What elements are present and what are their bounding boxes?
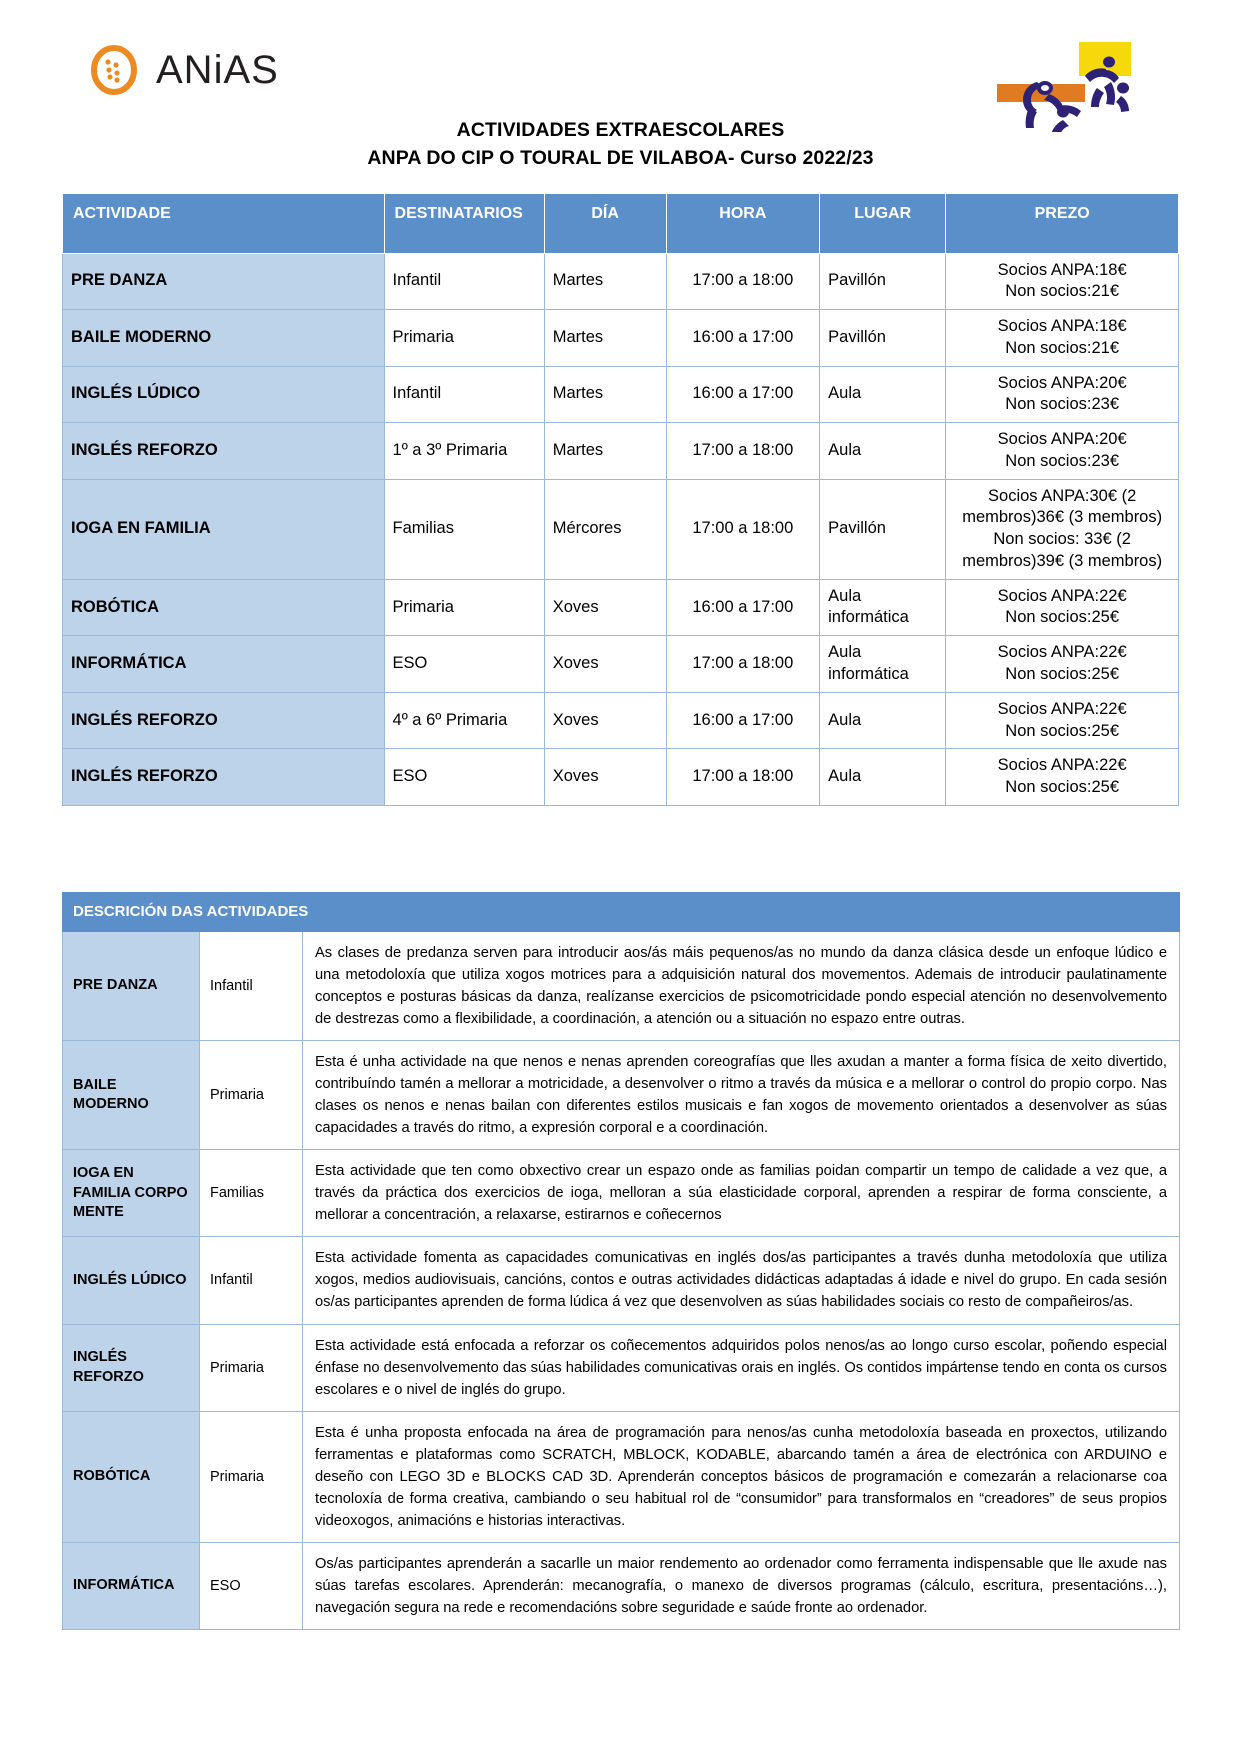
description-row xyxy=(63,1324,1180,1411)
page-title: ACTIVIDADES EXTRAESCOLARES xyxy=(456,119,785,141)
prezo-line: Non socios:25€ xyxy=(1005,665,1120,684)
cell-actividade: BAILE MODERNO xyxy=(63,310,385,367)
anias-mark-icon xyxy=(88,44,140,96)
description-activity-name: IOGA EN FAMILIA CORPO MENTE xyxy=(63,1150,200,1237)
schedule-row xyxy=(63,636,1179,693)
description-activity-name: INFORMÁTICA xyxy=(63,1542,200,1629)
cell-lugar: Aula xyxy=(820,366,946,423)
cell-prezo xyxy=(946,579,1179,636)
cell-destinatarios: 1º a 3º Primaria xyxy=(384,423,544,480)
cell-prezo xyxy=(946,636,1179,693)
prezo-line: Socios ANPA:22€ xyxy=(997,643,1127,662)
cell-lugar: Pavillón xyxy=(820,310,946,367)
cell-dia: Martes xyxy=(544,253,666,310)
cell-hora: 17:00 a 18:00 xyxy=(666,479,820,579)
cell-destinatarios: Infantil xyxy=(384,253,544,310)
schedule-row xyxy=(63,253,1179,310)
cell-lugar: Aula informática xyxy=(820,636,946,693)
document-header xyxy=(0,0,1241,140)
column-header-dia: DÍA xyxy=(544,193,666,253)
cell-destinatarios: Primaria xyxy=(384,579,544,636)
cell-dia: Martes xyxy=(544,423,666,480)
prezo-line: Non socios: 33€ (2 membros)39€ (3 membros) xyxy=(962,530,1163,570)
schedule-table xyxy=(62,193,1179,806)
cell-actividade: ROBÓTICA xyxy=(63,579,385,636)
prezo-line: Socios ANPA:18€ xyxy=(997,317,1127,336)
description-text: Esta actividade está enfocada a reforzar os coñecementos adquiridos polos nenos/as ao longo curso escolar, poñendo especial énfase no desenvolvemento das súas habilidades comunicativas orais en inglés. Os contidos impártense tendo en conta os cursos escolares e o nivel de inglés do grupo. xyxy=(303,1324,1180,1411)
schedule-row xyxy=(63,579,1179,636)
prezo-line: Socios ANPA:30€ (2 membros)36€ (3 membros) xyxy=(962,486,1163,527)
cell-hora: 17:00 a 18:00 xyxy=(666,423,820,480)
cell-dia: Martes xyxy=(544,366,666,423)
description-activity-name: ROBÓTICA xyxy=(63,1411,200,1542)
description-row xyxy=(63,1542,1180,1629)
description-row xyxy=(63,1237,1180,1324)
description-audience: Infantil xyxy=(200,1237,303,1324)
column-header-destinatarios: DESTINATARIOS xyxy=(384,193,544,253)
cell-destinatarios: Familias xyxy=(384,479,544,579)
cell-actividade: INGLÉS LÚDICO xyxy=(63,366,385,423)
cell-destinatarios: Infantil xyxy=(384,366,544,423)
schedule-header-row xyxy=(63,193,1179,253)
cell-lugar: Aula xyxy=(820,692,946,749)
cell-lugar: Aula xyxy=(820,749,946,806)
cell-hora: 17:00 a 18:00 xyxy=(666,749,820,806)
cell-prezo xyxy=(946,749,1179,806)
description-activity-name: BAILE MODERNO xyxy=(63,1041,200,1150)
descriptions-table xyxy=(62,892,1180,1630)
schedule-row xyxy=(63,423,1179,480)
description-audience: ESO xyxy=(200,1542,303,1629)
prezo-line: Non socios:25€ xyxy=(1005,721,1120,740)
descriptions-body xyxy=(63,931,1180,1629)
schedule-body xyxy=(63,253,1179,805)
prezo-line: Non socios:23€ xyxy=(1005,451,1120,470)
description-audience: Familias xyxy=(200,1150,303,1237)
cell-prezo xyxy=(946,692,1179,749)
cell-hora: 16:00 a 17:00 xyxy=(666,310,820,367)
description-text: As clases de predanza serven para introducir aos/ás máis pequenos/as no mundo da danza clásica desde un enfoque lúdico e una metodoloxía que utiliza xogos motrices para a adquisición natural dos movementos. Ademais de introducir paulatinamente conceptos e posturas básicas da danza, realízanse exercicios de psicomotricidade pondo especial atención no desenvolvemento de destrezas como a flexibilidade, a coordinación, a atención ou a situación no espazo entre outras. xyxy=(303,931,1180,1040)
schedule-table-wrapper xyxy=(62,193,1179,806)
anias-logo xyxy=(88,44,279,96)
schedule-row xyxy=(63,749,1179,806)
cell-dia: Xoves xyxy=(544,749,666,806)
cell-dia: Xoves xyxy=(544,579,666,636)
cell-actividade: IOGA EN FAMILIA xyxy=(63,479,385,579)
description-activity-name: PRE DANZA xyxy=(63,931,200,1040)
description-audience: Primaria xyxy=(200,1411,303,1542)
cell-destinatarios: 4º a 6º Primaria xyxy=(384,692,544,749)
description-audience: Primaria xyxy=(200,1041,303,1150)
cell-lugar: Pavillón xyxy=(820,253,946,310)
description-activity-name: INGLÉS REFORZO xyxy=(63,1324,200,1411)
column-header-actividade: ACTIVIDADE xyxy=(63,193,385,253)
prezo-line: Socios ANPA:22€ xyxy=(997,586,1127,605)
schedule-row xyxy=(63,692,1179,749)
prezo-line: Non socios:25€ xyxy=(1005,778,1120,797)
cell-hora: 16:00 a 17:00 xyxy=(666,579,820,636)
descriptions-title: DESCRICIÓN DAS ACTIVIDADES xyxy=(63,892,1180,931)
cell-actividade: INGLÉS REFORZO xyxy=(63,423,385,480)
description-audience: Primaria xyxy=(200,1324,303,1411)
description-audience: Infantil xyxy=(200,931,303,1040)
description-row xyxy=(63,1411,1180,1542)
cell-prezo xyxy=(946,310,1179,367)
schedule-row xyxy=(63,479,1179,579)
description-row xyxy=(63,1041,1180,1150)
schedule-row xyxy=(63,310,1179,367)
description-text: Os/as participantes aprenderán a sacarlle un maior rendemento ao ordenador como ferramenta indispensable que lle axude nas súas tarefas escolares. Aprenderán: mecanografía, o manexo de diversos programas (cálculo, escritura, presentacións…), navegación segura na rede e recomendacións sobre seguridade e saúde fronte ao ordenador. xyxy=(303,1542,1180,1629)
prezo-line: Socios ANPA:18€ xyxy=(997,260,1127,279)
description-activity-name: INGLÉS LÚDICO xyxy=(63,1237,200,1324)
cell-actividade: INGLÉS REFORZO xyxy=(63,692,385,749)
cell-prezo xyxy=(946,366,1179,423)
cell-prezo xyxy=(946,253,1179,310)
dancing-figures-logo xyxy=(993,36,1143,132)
description-text: Esta é unha proposta enfocada na área de programación para nenos/as cunha metodoloxía baseada en proxectos, utilizando ferramentas e plataformas como SCRATCH, MBLOCK, KODABLE, abarcando tamén a área de electrónica con ARDUINO e deseño con LEGO 3D e BLOCKS CAD 3D. Aprenderán conceptos básicos de programación e comezarán a relacionarse coa tecnoloxía de forma creativa, cambiando o seu habitual rol de “consumidor” para transformalos en “creadores” de seus propios videoxogos, animacións e historias interactivas. xyxy=(303,1411,1180,1542)
column-header-lugar: LUGAR xyxy=(820,193,946,253)
prezo-line: Socios ANPA:20€ xyxy=(997,430,1127,449)
cell-hora: 17:00 a 18:00 xyxy=(666,636,820,693)
prezo-line: Non socios:25€ xyxy=(1005,608,1120,627)
cell-prezo xyxy=(946,423,1179,480)
description-text: Esta actividade que ten como obxectivo crear un espazo onde as familias poidan compartir un tempo de calidade a vez que, a través da práctica dos exercicios de ioga, melloran a súa elasticidade corporal, aprenden a respirar de forma consciente, a mellorar a concentración, a relaxarse, estirarnos e coñecernos xyxy=(303,1150,1180,1237)
cell-dia: Xoves xyxy=(544,636,666,693)
cell-dia: Xoves xyxy=(544,692,666,749)
cell-hora: 16:00 a 17:00 xyxy=(666,366,820,423)
cell-actividade: INFORMÁTICA xyxy=(63,636,385,693)
description-text: Esta é unha actividade na que nenos e nenas aprenden coreografías que lles axudan a manter a forma física de xeito divertido, contribuíndo tamén a mellorar a motricidade, a desenvolver o ritmo a través da música e a mellorar o control do propio corpo. Nas clases os nenos e nenas bailan con diferentes estilos musicais e fan xogos de movemento orientados a desenvolver as súas capacidades a través do ritmo, a expresión corporal e a coordinación. xyxy=(303,1041,1180,1150)
cell-hora: 16:00 a 17:00 xyxy=(666,692,820,749)
cell-destinatarios: Primaria xyxy=(384,310,544,367)
schedule-row xyxy=(63,366,1179,423)
prezo-line: Socios ANPA:22€ xyxy=(997,699,1127,718)
prezo-line: Non socios:21€ xyxy=(1005,282,1120,301)
cell-actividade: INGLÉS REFORZO xyxy=(63,749,385,806)
prezo-line: Socios ANPA:22€ xyxy=(997,756,1127,775)
descriptions-header-row xyxy=(63,892,1180,931)
description-row xyxy=(63,1150,1180,1237)
cell-dia: Mércores xyxy=(544,479,666,579)
prezo-line: Socios ANPA:20€ xyxy=(997,373,1127,392)
cell-dia: Martes xyxy=(544,310,666,367)
prezo-line: Non socios:23€ xyxy=(1005,395,1120,414)
cell-destinatarios: ESO xyxy=(384,636,544,693)
cell-lugar: Pavillón xyxy=(820,479,946,579)
column-header-hora: HORA xyxy=(666,193,820,253)
cell-actividade: PRE DANZA xyxy=(63,253,385,310)
anias-wordmark: ANiAS xyxy=(156,48,279,92)
cell-prezo xyxy=(946,479,1179,579)
cell-lugar: Aula xyxy=(820,423,946,480)
cell-hora: 17:00 a 18:00 xyxy=(666,253,820,310)
description-row xyxy=(63,931,1180,1040)
cell-lugar: Aula informática xyxy=(820,579,946,636)
prezo-line: Non socios:21€ xyxy=(1005,338,1120,357)
descriptions-table-wrapper xyxy=(62,892,1179,1630)
page-subtitle: ANPA DO CIP O TOURAL DE VILABOA- Curso 2022/23 xyxy=(367,147,874,170)
column-header-prezo: PREZO xyxy=(946,193,1179,253)
description-text: Esta actividade fomenta as capacidades comunicativas en inglés dos/as participantes a través dunha metodoloxía que utiliza xogos, medios audiovisuais, cancións, contos e outras actividades didácticas adaptadas á idade e nivel do grupo. En cada sesión os/as participantes aprenden de forma lúdica á vez que desenvolven as súas habilidades sociais co resto de compañeiros/as. xyxy=(303,1237,1180,1324)
cell-destinatarios: ESO xyxy=(384,749,544,806)
